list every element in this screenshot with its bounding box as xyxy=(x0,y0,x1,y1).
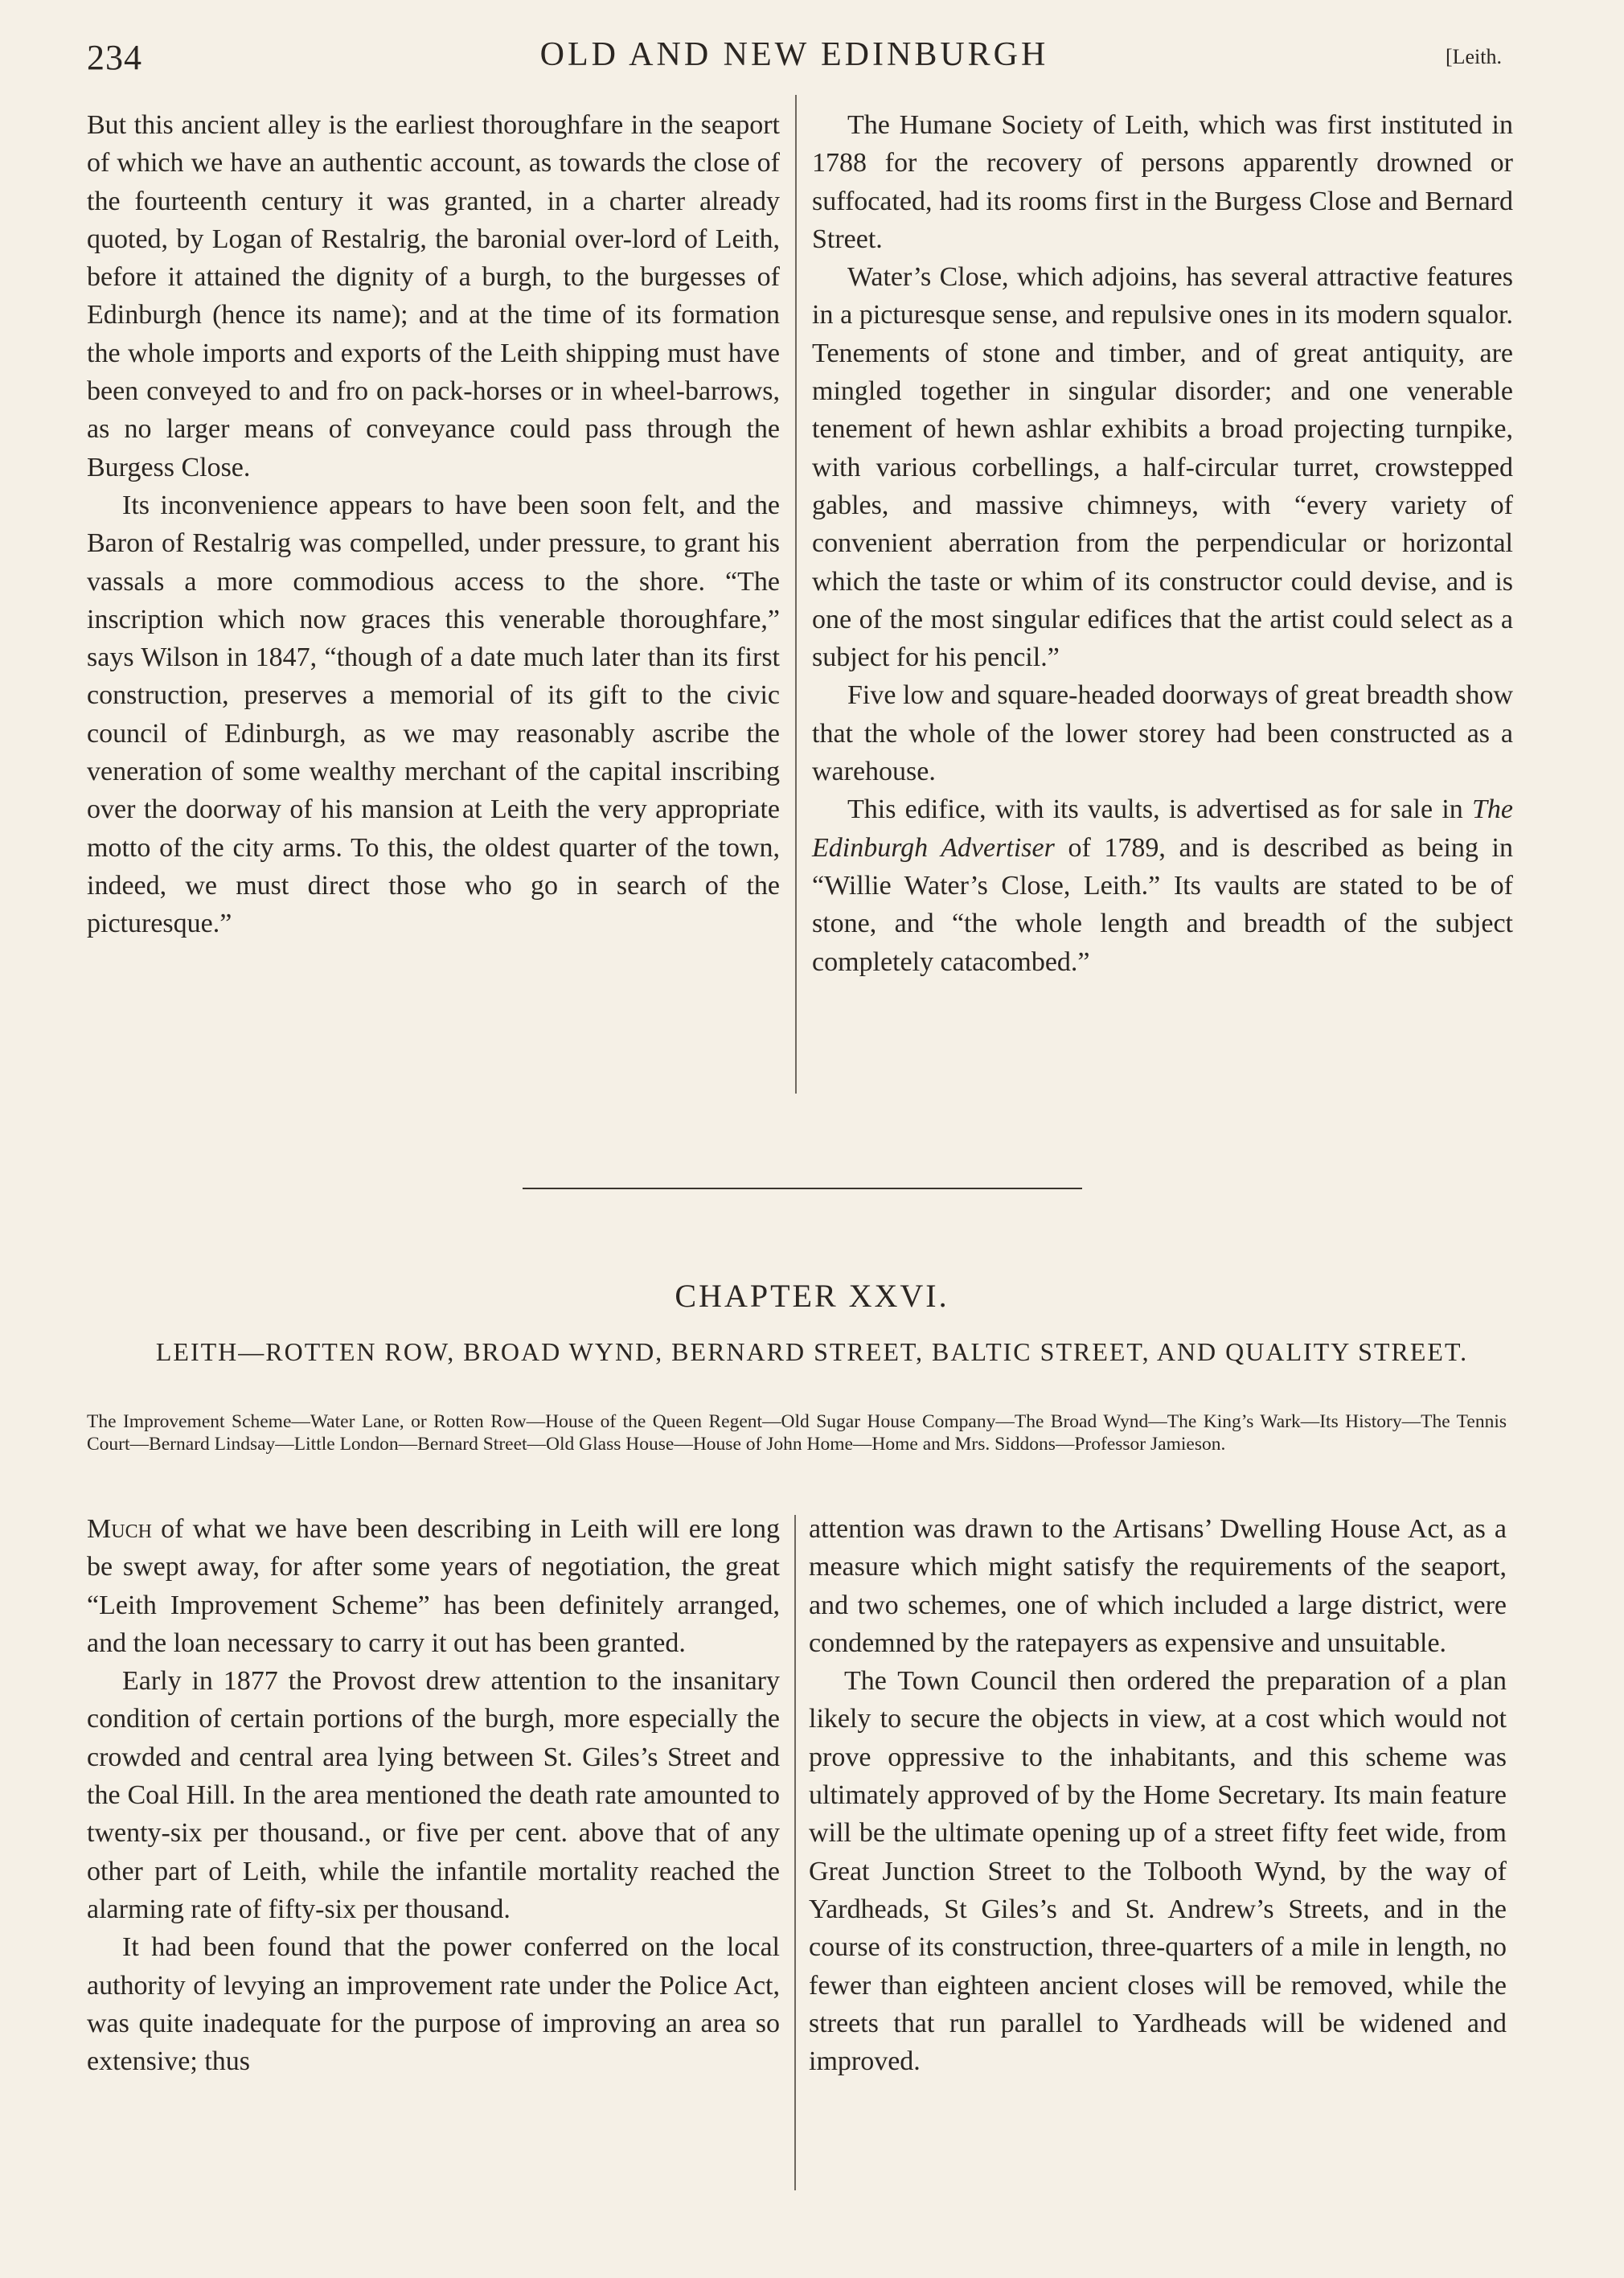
paragraph: But this ancient alley is the earliest thoroughfare in the seaport of which we have an authentic account, as towards the close of the fourteenth century it was granted, in a charter already quoted, by Logan of Restalrig, the baronial over-lord of Leith, before it attained the dignity of a burgh, to the burgesses of Edinburgh (hence its name); and at the time of its formation the whole imports and exports of the Leith shipping must have been conveyed to and fro on pack-horses or in wheel-barrows, as no larger means of conveyance could pass through the Burgess Close. xyxy=(87,110,780,482)
top-right-column xyxy=(812,106,1513,981)
chapter-subtitle: LEITH—ROTTEN ROW, BROAD WYND, BERNARD STREET, BALTIC STREET, AND QUALITY STREET. xyxy=(155,1337,1469,1366)
paragraph: Water’s Close, which adjoins, has several attractive features in a picturesque sense, and repulsive ones in its modern squalor. Tenements of stone and timber, and of great antiquity, are mingled together in singular disorder; and one venerable tenement of hewn ashlar exhibits a broad projecting turnpike, with various corbellings, a half-circular turret, crowstepped gables, and massive chimneys, with “every variety of convenient aberration from the perpendicular or horizontal which the taste or whim of its constructor could devise, and is one of the most singular edifices that the artist could select as a subject for his pencil.” xyxy=(812,262,1513,673)
column-rule xyxy=(795,95,797,1094)
chapter-contents: The Improvement Scheme—Water Lane, or Rotten Row—House of the Queen Regent—Old Sugar House Company—The Broad Wynd—The King’s Wark—Its History—The Tennis Court—Bernard Lindsay—Little London—Bernard Street—Old Glass House—House of John Home—Home and Mrs. Siddons—Professor Jamieson. xyxy=(87,1411,1507,1455)
page-number: 234 xyxy=(87,38,142,77)
paragraph xyxy=(812,790,1513,980)
paragraph: Five low and square-headed doorways of great breadth show that the whole of the lower storey had been constructed as a warehouse. xyxy=(812,680,1513,787)
opening-word: Much xyxy=(87,1514,152,1544)
column-rule xyxy=(794,1515,796,2190)
text-run: This edifice, with its vaults, is advertised as for sale in xyxy=(847,794,1472,825)
top-left-column xyxy=(87,106,780,943)
section-divider xyxy=(523,1188,1082,1189)
paragraph: Early in 1877 the Provost drew attention to the insanitary condition of certain portions of the burgh, more especially the crowded and central area lying between St. Giles’s Street and the Coal Hill. In the area mentioned the death rate amounted to twenty-six per thousand., or five per cent. above that of any other part of Leith, while the infantile mortality reached the alarming rate of fifty-six per thousand. xyxy=(87,1666,780,1924)
text-run: of what we have been describing in Leith will ere long be swept away, for after some years of negotiation, the great “Leith Improvement Scheme” has been definitely arranged, and the loan necessary to carry it out has been granted. xyxy=(87,1514,780,1658)
paragraph: attention was drawn to the Artisans’ Dwelling House Act, as a measure which might satisfy the requirements of the seaport, and two schemes, one of which included a large district, were condemned by the ratepayers as expensive and unsuitable. xyxy=(809,1514,1507,1658)
newspaper-title: The Edinburgh Advertiser xyxy=(812,794,1513,863)
paragraph: It had been found that the power conferred on the local authority of levying an improvement rate under the Police Act, was quite inadequate for the purpose of improving an area so extensive; thus xyxy=(87,1932,780,2077)
running-title: OLD AND NEW EDINBURGH xyxy=(539,36,1049,73)
paragraph: The Humane Society of Leith, which was first instituted in 1788 for the recovery of persons apparently drowned or suffocated, had its rooms first in the Burgess Close and Bernard Street. xyxy=(812,110,1513,254)
chapter-title: CHAPTER XXVI. xyxy=(675,1278,949,1314)
paragraph: Its inconvenience appears to have been soon felt, and the Baron of Restalrig was compelled, under pressure, to grant his vassals a more commodious access to the shore. “The inscription which now graces this venerable thoroughfare,” says Wilson in 1847, “though of a date much later than its first construction, preserves a memorial of its gift to the civic council of Edinburgh, as we may reasonably ascribe the veneration of some wealthy merchant of the capital inscribing over the doorway of his mansion at Leith the very appropriate motto of the city arms. To this, the oldest quarter of the town, indeed, we must direct those who go in search of the picturesque.” xyxy=(87,490,780,939)
section-tag: [Leith. xyxy=(1445,45,1502,68)
running-head xyxy=(87,32,1502,80)
paragraph xyxy=(87,1510,780,1662)
bottom-right-column xyxy=(809,1510,1507,2080)
bottom-left-column xyxy=(87,1510,780,2080)
paragraph: The Town Council then ordered the preparation of a plan likely to secure the objects in view, at a cost which would not prove oppressive to the inhabitants, and this scheme was ultimately approved of by the Home Secretary. Its main feature will be the ultimate opening up of a street fifty feet wide, from Great Junction Street to the Tolbooth Wynd, by the way of Yardheads, St Giles’s and St. Andrew’s Streets, and in the course of its construction, three-quarters of a mile in length, no fewer than eighteen ancient closes will be removed, while the streets that run parallel to Yardheads will be widened and improved. xyxy=(809,1666,1507,2077)
text-run: of 1789, and is described as being in “Willie Water’s Close, Leith.” Its vaults are stated to be of stone, and “the whole length and breadth of the subject completely catacombed.” xyxy=(812,832,1513,977)
